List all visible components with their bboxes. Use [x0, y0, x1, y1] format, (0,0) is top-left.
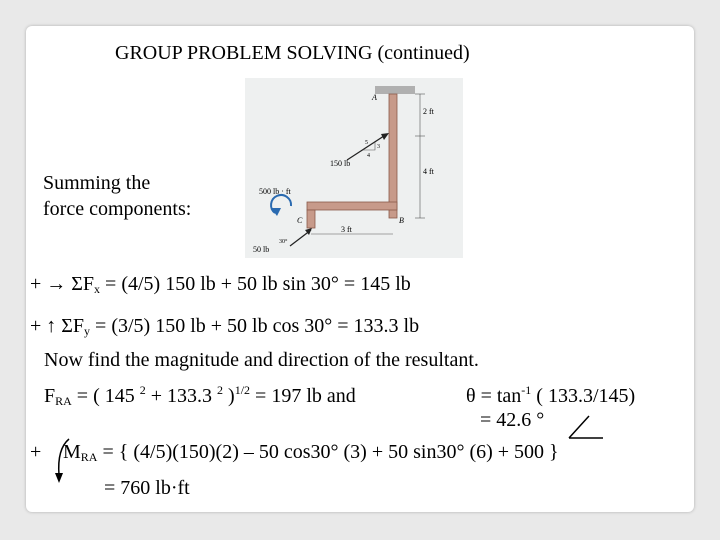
slide-title	[115, 42, 470, 65]
svg-text:4: 4	[367, 153, 370, 159]
dim-top-label: 2 ft	[423, 107, 434, 116]
label-b: B	[399, 216, 404, 225]
vertical-member	[389, 94, 397, 218]
force-150-label: 150 lb	[330, 159, 351, 168]
label-a: A	[372, 93, 377, 102]
label-c: C	[297, 216, 303, 225]
svg-text:3: 3	[377, 144, 380, 150]
horizontal-member	[307, 202, 397, 210]
title-text: GROUP PROBLEM SOLVING	[115, 42, 373, 64]
moment-eq: $M_{RA}$ = { (4/5)(150)(2) – 50 cos30° (3) + 50 sin30° (6) + 500 }	[63, 441, 559, 464]
resultant-eq: $F_{RA}$ = ( 145 $^2$ + 133.3 $^2$ )$^{1/2}$ = 197 lb and	[44, 383, 356, 408]
direction-angle-icon	[565, 412, 605, 442]
dim-right-label: 4 ft	[423, 167, 434, 176]
moment-result: = 760 lb·ft	[104, 477, 190, 499]
wall-support	[375, 86, 415, 94]
force-50-label: 50 lb	[253, 245, 270, 254]
moment-eq-plus: +	[30, 441, 42, 463]
now-find-text: Now find the magnitude and direction of the resultant.	[44, 349, 479, 371]
title-suffix: (continued)	[377, 42, 470, 64]
frame-diagram	[245, 78, 463, 258]
angle-label: 30°	[279, 239, 288, 245]
left-stub	[307, 210, 315, 228]
theta-eq: $\theta = \tan^{-1}$ ( 133.3/145)	[466, 383, 636, 407]
angle-result: = 42.6 °	[480, 409, 545, 431]
eq-fx: + → $\Sigma F_x = (4/5)$ 150 lb + 50 lb sin 30° = 145 lb	[30, 273, 411, 296]
eq-fy: + ↑ $\Sigma F_y = (3/5)$ 150 lb + 50 lb cos 30° = 133.3 lb	[30, 315, 420, 338]
side-text: Summing the force components:	[43, 172, 192, 220]
moment-label: 500 lb · ft	[259, 187, 291, 196]
dim-bottom-label: 3 ft	[341, 225, 352, 234]
svg-text:5: 5	[365, 140, 368, 146]
